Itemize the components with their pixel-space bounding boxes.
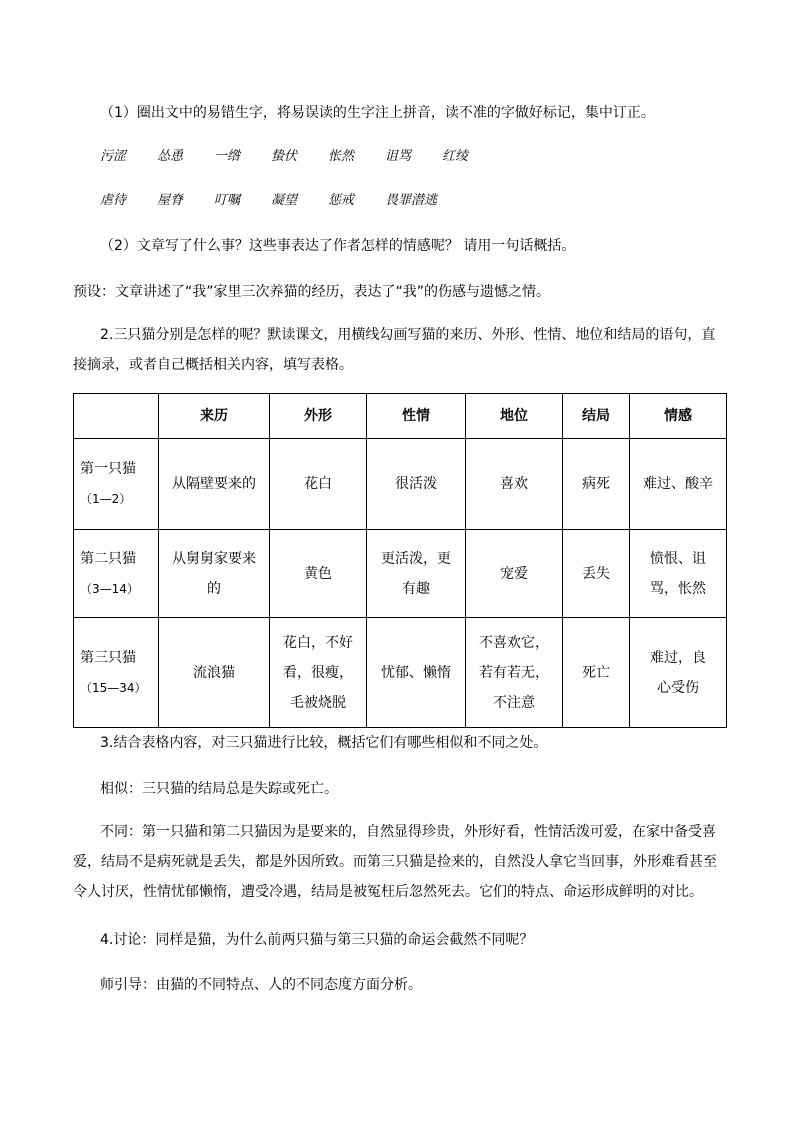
table-cell: 死亡 (563, 618, 630, 728)
table-header: 地位 (466, 394, 563, 439)
table-cell: 病死 (563, 439, 630, 530)
word: 怅然 (328, 149, 355, 164)
table-cell: 流浪猫 (159, 618, 270, 728)
cat-comparison-table (73, 393, 727, 728)
row-heading (74, 530, 159, 618)
table-cell: 花白 (270, 439, 367, 530)
table-header: 性情 (367, 394, 466, 439)
word: 一绺 (214, 149, 241, 164)
table-cell: 从隔壁要来的 (159, 439, 270, 530)
word: 屋脊 (157, 193, 184, 208)
table-cell: 宠爱 (466, 530, 563, 618)
paragraph-range: （3—14） (80, 581, 139, 596)
table-cell: 从舅舅家要来的 (159, 530, 270, 618)
word: 畏罪潜逃 (385, 193, 438, 208)
cat-name: 第三只猫 (80, 649, 136, 666)
table-cell: 黄色 (270, 530, 367, 618)
table-cell: 喜欢 (466, 439, 563, 530)
table-cell: 难过、酸辛 (630, 439, 727, 530)
word: 凝望 (271, 193, 298, 208)
question-1: （1）圈出文中的易错生字，将易误读的生字注上拼音，读不准的字做好标记，集中订正。 (100, 105, 655, 121)
table-header: 结局 (563, 394, 630, 439)
table-header: 情感 (630, 394, 727, 439)
table-row (74, 618, 727, 728)
similarity-answer: 相似：三只猫的结局总是失踪或死亡。 (100, 781, 338, 797)
table-header: 外形 (270, 394, 367, 439)
table-header-row (74, 394, 727, 439)
word: 虐待 (100, 193, 127, 208)
table-header (74, 394, 159, 439)
row-heading (74, 618, 159, 728)
table-header: 来历 (159, 394, 270, 439)
question-2: （2）文章写了什么事？这些事表达了作者怎样的情感呢？ 请用一句话概括。 (100, 238, 576, 254)
question-5: 4.讨论：同样是猫，为什么前两只猫与第三只猫的命运会截然不同呢？ (100, 932, 534, 948)
row-heading (74, 439, 159, 530)
word: 污涩 (100, 149, 127, 164)
word: 诅骂 (385, 149, 412, 164)
word: 蛰伏 (271, 149, 298, 164)
table-row (74, 530, 727, 618)
question-3: 2.三只猫分别是怎样的呢？默读课文，用横线勾画写猫的来历、外形、性情、地位和结局的语句，直接摘录，或者自己概括相关内容，填写表格。 (73, 327, 716, 373)
table-cell: 更活泼，更有趣 (367, 530, 466, 618)
word: 叮嘱 (214, 193, 241, 208)
table-row (74, 439, 727, 530)
word-list-row-1 (100, 147, 499, 167)
answer-preset: 预设：文章讲述了“我”家里三次养猫的经历，表达了“我”的伤感与遗憾之情。 (73, 284, 551, 300)
table-cell: 愤恨、诅骂，怅然 (630, 530, 727, 618)
cat-name: 第二只猫 (80, 550, 136, 567)
table-cell: 丢失 (563, 530, 630, 618)
question-4: 3.结合表格内容，对三只猫进行比较，概括它们有哪些相似和不同之处。 (100, 735, 548, 751)
table-cell: 很活泼 (367, 439, 466, 530)
word: 惩戒 (328, 193, 355, 208)
table-cell: 忧郁、懒惰 (367, 618, 466, 728)
table-cell: 难过，良心受伤 (630, 618, 727, 728)
paragraph-range: （15—34） (80, 680, 147, 695)
word: 红绫 (442, 149, 469, 164)
cat-name: 第一只猫 (80, 461, 136, 477)
difference-answer: 不同：第一只猫和第二只猫因为是要来的，自然显得珍贵，外形好看，性情活泼可爱，在家中备受喜爱，结局不是病死就是丢失，都是外因所致。而第三只猫是捡来的，自然没人拿它当回事，外形难看甚至令人讨厌，性情忧郁懒惰，遭受冷遇，结局是被冤枉后忽然死去。它们的特点、命运形成鲜明的对比。 (73, 824, 717, 900)
paragraph-range: （1—2） (80, 492, 132, 506)
word-list-row-2 (100, 191, 465, 211)
teacher-guide: 师引导：由猫的不同特点、人的不同态度方面分析。 (100, 977, 422, 993)
table-cell: 花白，不好看，很瘦，毛被烧脱 (270, 618, 367, 728)
word: 怂恿 (157, 149, 184, 164)
table-cell: 不喜欢它，若有若无，不注意 (466, 618, 563, 728)
